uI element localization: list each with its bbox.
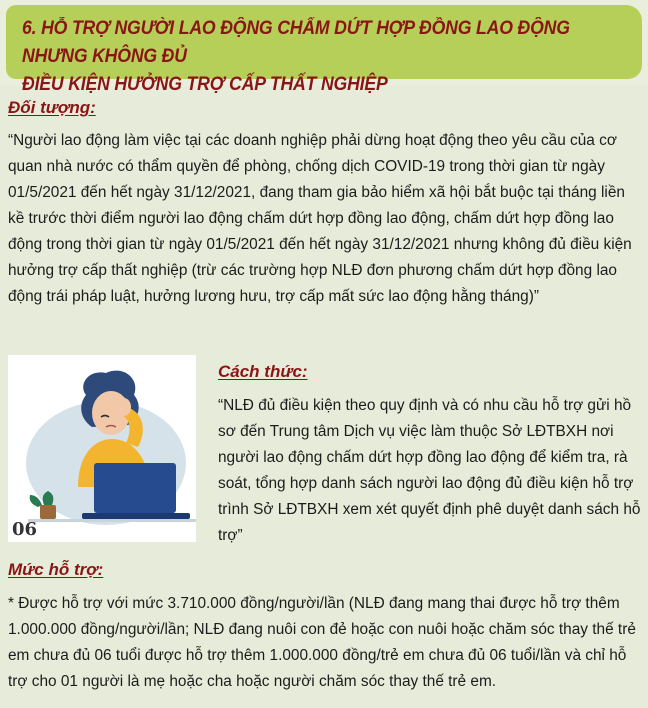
hand-on-head [117,398,131,416]
laptop-base [82,513,190,519]
illustration-number: 06 [12,519,38,540]
page-title [22,15,636,99]
title-banner [6,5,642,95]
stressed-worker-illustration [8,355,196,542]
desk-line [28,519,196,522]
muc-ho-tro-text: * Được hỗ trợ với mức 3.710.000 đồng/người/lần (NLĐ đang mang thai được hỗ trợ thêm 1.000.000 đồng/người/lần; NLĐ đang nuôi con đẻ hoặc con nuôi hoặc chăm sóc thay thế trẻ em chưa đủ 06 tuổi được hỗ trợ thêm 1.000.000 đồng/trẻ em chưa đủ 06 tuổi/lần và chỉ hỗ trợ cho 01 người là mẹ hoặc cha hoặc người chăm sóc thay thế trẻ em. [8,595,636,690]
muc-ho-tro-label: Mức hỗ trợ: [8,560,104,579]
laptop-screen [94,463,176,513]
header-area [0,0,648,95]
cach-thuc-text: “NLĐ đủ điều kiện theo quy định và có nhu cầu hỗ trợ gửi hồ sơ đến Trung tâm Dịch vụ việc làm thuộc Sở LĐTBXH nơi người lao động chấm dứt hợp đồng lao động để kiểm tra, rà soát, tổng hợp danh sách người lao động đủ điều kiện hỗ trợ trình Sở LĐTBXH xem xét quyết định phê duyệt danh sách hỗ trợ” [218,397,641,544]
doi-tuong-label: Đối tượng: [8,98,96,117]
page-title-line1: 6. HỖ TRỢ NGƯỜI LAO ĐỘNG CHẤM DỨT HỢP ĐỒNG LAO ĐỘNG NHƯNG KHÔNG ĐỦ [22,18,570,67]
illustration [8,355,196,542]
doi-tuong-text: “Người lao động làm việc tại các doanh nghiệp phải dừng hoạt động theo yêu cầu của cơ quan nhà nước có thẩm quyền để phòng, chống dịch COVID-19 trong thời gian từ ngày 01/5/2021 đến hết ngày 31/12/2021, đang tham gia bảo hiểm xã hội bắt buộc tại tháng liền kề trước thời điểm người lao động chấm dứt hợp đồng lao động, chấm dứt hợp đồng lao động trong thời gian từ ngày 01/5/2021 đến hết ngày 31/12/2021 nhưng không đủ điều kiện hưởng trợ cấp thất nghiệp (trừ các trường hợp NLĐ đơn phương chấm dứt hợp đồng lao động trái pháp luật, hưởng lương hưu, trợ cấp mất sức lao động hằng tháng)” [8,132,632,305]
plant-pot [40,505,56,519]
cach-thuc-label: Cách thức: [218,362,308,381]
page-title-line2: ĐIỀU KIỆN HƯỞNG TRỢ CẤP THẤT NGHIỆP [22,74,388,95]
